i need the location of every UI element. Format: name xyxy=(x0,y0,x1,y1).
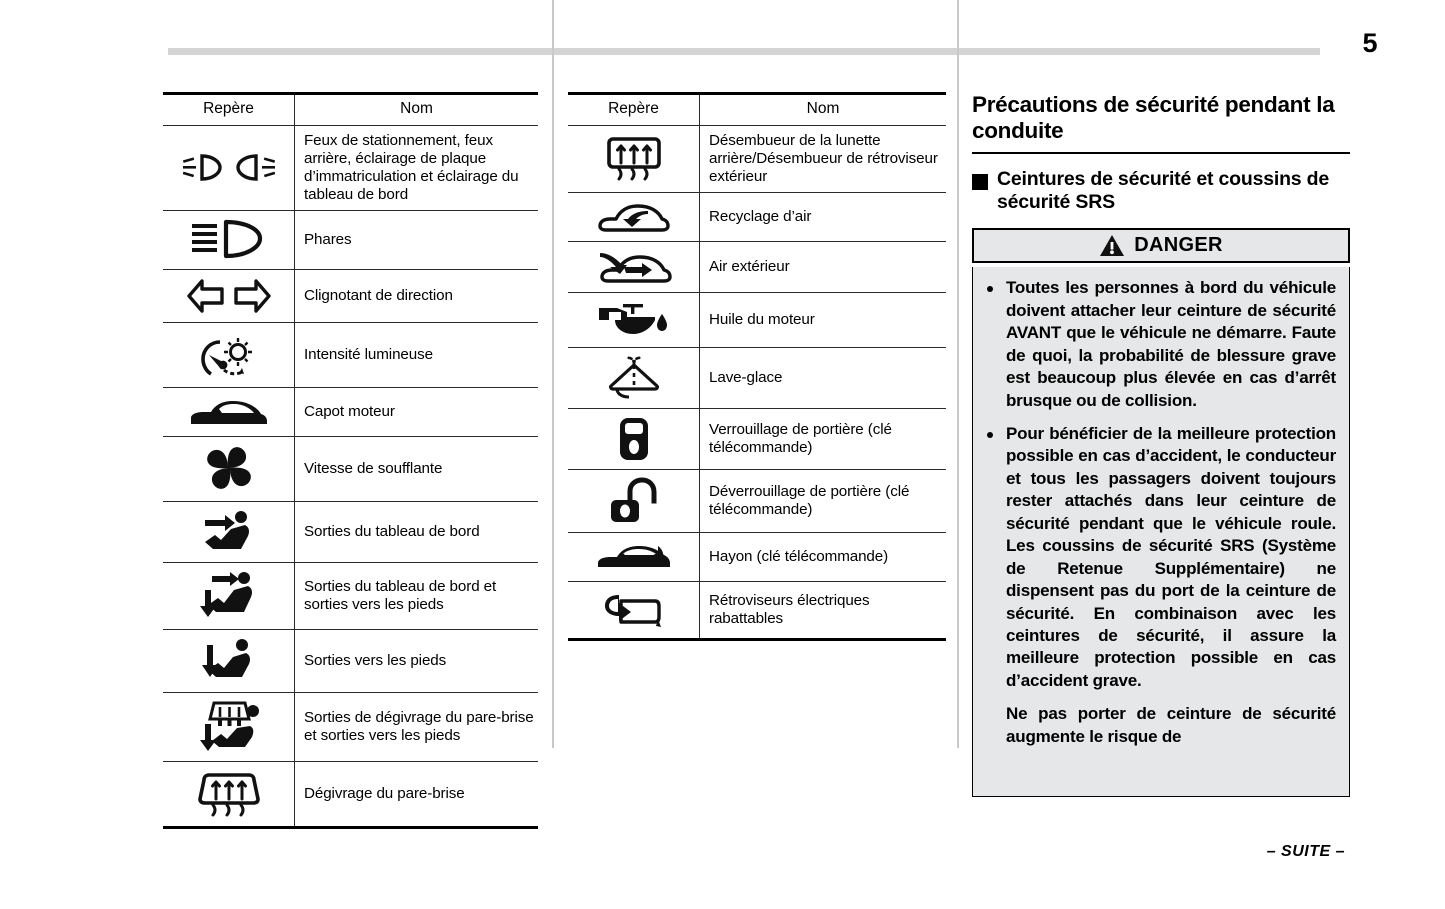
page-title: Précautions de sécurité pendant la conduite xyxy=(972,92,1335,144)
door-unlock-icon xyxy=(568,470,699,532)
folding-mirrors-icon xyxy=(568,582,699,638)
table-header-row xyxy=(163,94,538,126)
table-row xyxy=(163,501,538,562)
list-item: Toutes les personnes à bord du véhicule doivent attacher leur ceinture de sécurité AVANT que le véhicule ne démarre. Faute de quoi, la probabilité de blessure grave est beaucoup plus élevée en cas d’arrêt brusque ou de collision. xyxy=(983,277,1336,412)
table-row xyxy=(568,532,946,581)
symbol-cell xyxy=(163,436,295,501)
table-row xyxy=(163,269,538,322)
table-row xyxy=(163,761,538,827)
table-row xyxy=(163,322,538,387)
trunk-release-icon xyxy=(568,533,699,581)
symbol-cell xyxy=(568,241,700,292)
page-columns xyxy=(0,92,1445,862)
symbol-name: Feux de stationnement, feux arrière, éclairage de plaque d’immatriculation et éclairage du tableau de bord xyxy=(295,126,539,211)
air-recirculation-icon xyxy=(568,193,699,241)
headlights-icon xyxy=(163,211,294,269)
table-row xyxy=(568,126,946,193)
windshield-washer-icon xyxy=(568,348,699,408)
symbol-table-middle-container xyxy=(568,92,946,641)
symbol-name: Huile du moteur xyxy=(700,292,947,347)
windshield-defrost-icon xyxy=(163,762,294,826)
symbol-cell xyxy=(568,532,700,581)
danger-bullet-list xyxy=(983,277,1336,692)
title-divider xyxy=(972,152,1350,154)
symbol-name: Capot moteur xyxy=(295,387,539,436)
table-row xyxy=(163,126,538,211)
symbol-name: Sorties du tableau de bord xyxy=(295,501,539,562)
symbol-name: Rétroviseurs électriques rabattables xyxy=(700,581,947,639)
continued-footer: – SUITE – xyxy=(1266,843,1345,860)
symbol-cell xyxy=(568,408,700,469)
subsection-title: Ceintures de sécurité et coussins de sécurité SRS xyxy=(997,167,1330,214)
symbol-name: Hayon (clé télécommande) xyxy=(700,532,947,581)
symbol-cell xyxy=(568,292,700,347)
vent-dash-icon xyxy=(163,502,294,562)
table-row xyxy=(568,469,946,532)
symbol-name: Vitesse de soufflante xyxy=(295,436,539,501)
door-lock-icon xyxy=(568,409,699,469)
symbol-cell xyxy=(568,347,700,408)
symbol-cell xyxy=(163,269,295,322)
page-header xyxy=(0,0,1445,75)
symbol-cell xyxy=(568,469,700,532)
symbol-table-middle xyxy=(568,92,946,641)
symbol-cell xyxy=(163,501,295,562)
blower-fan-icon xyxy=(163,437,294,501)
engine-oil-icon xyxy=(568,293,699,347)
symbol-cell xyxy=(568,192,700,241)
fresh-air-icon xyxy=(568,242,699,292)
symbol-name: Sorties de dégivrage du pare-brise et sorties vers les pieds xyxy=(295,692,539,761)
header-rule xyxy=(168,48,1320,55)
vent-defrost-floor-icon xyxy=(163,693,294,761)
symbol-cell xyxy=(163,387,295,436)
safety-precautions-column xyxy=(972,92,1350,797)
symbol-cell xyxy=(568,126,700,193)
table-row xyxy=(568,192,946,241)
danger-label: DANGER xyxy=(1134,234,1223,257)
parking-lights-icon xyxy=(163,144,294,192)
table-row xyxy=(163,562,538,629)
table-row xyxy=(163,692,538,761)
column-header-nom: Nom xyxy=(295,94,539,126)
symbol-name: Recyclage d’air xyxy=(700,192,947,241)
vent-floor-icon xyxy=(163,630,294,692)
symbol-name: Lave-glace xyxy=(700,347,947,408)
symbol-name: Désembueur de la lunette arrière/Désembueur de rétroviseur extérieur xyxy=(700,126,947,193)
symbol-name: Dégivrage du pare-brise xyxy=(295,761,539,827)
illumination-dimmer-icon xyxy=(163,323,294,387)
turn-signal-icon xyxy=(163,270,294,322)
symbol-name: Déverrouillage de portière (clé télécommande) xyxy=(700,469,947,532)
table-row xyxy=(568,347,946,408)
symbol-name: Clignotant de direction xyxy=(295,269,539,322)
table-row xyxy=(568,241,946,292)
symbol-name: Phares xyxy=(295,210,539,269)
table-row xyxy=(568,292,946,347)
warning-triangle-icon xyxy=(1099,234,1125,257)
table-row xyxy=(568,581,946,639)
table-row xyxy=(568,408,946,469)
symbol-cell xyxy=(163,761,295,827)
danger-content xyxy=(972,267,1350,797)
symbol-name: Sorties vers les pieds xyxy=(295,629,539,692)
column-header-nom: Nom xyxy=(700,94,947,126)
symbol-cell xyxy=(163,692,295,761)
symbol-cell xyxy=(163,322,295,387)
symbol-cell xyxy=(163,210,295,269)
symbol-name: Air extérieur xyxy=(700,241,947,292)
rear-defogger-icon xyxy=(568,128,699,190)
symbol-table-left-container xyxy=(163,92,538,829)
page-number: 5 xyxy=(1362,28,1377,58)
symbol-table-left xyxy=(163,92,538,829)
danger-trailing-paragraph: Ne pas porter de ceinture de sécurité augmente le risque de xyxy=(1006,704,1336,746)
column-header-repere: Repère xyxy=(568,94,700,126)
danger-banner xyxy=(972,228,1350,263)
symbol-cell xyxy=(163,562,295,629)
symbol-name: Sorties du tableau de bord et sorties vers les pieds xyxy=(295,562,539,629)
square-bullet-icon xyxy=(972,174,988,190)
list-item: Pour bénéficier de la meilleure protection possible en cas d’accident, le conducteur et tous les passagers doivent toujours rester attachés dans leur ceinture de sécurité pendant que le véhicule roule. Les coussins de sécurité SRS (Système de Retenue Supplémentaire) ne dispensent pas du port de la ceinture de sécurité. En combinaison avec les ceintures de sécurité, il assure la meilleure protection possible en cas d’accident grave. xyxy=(983,423,1336,692)
vent-dash-floor-icon xyxy=(163,563,294,629)
column-header-repere: Repère xyxy=(163,94,295,126)
table-row xyxy=(163,436,538,501)
table-header-row xyxy=(568,94,946,126)
symbol-cell xyxy=(163,126,295,211)
symbol-name: Verrouillage de portière (clé télécommande) xyxy=(700,408,947,469)
engine-hood-icon xyxy=(163,388,294,436)
subsection-heading xyxy=(972,168,1350,215)
table-row xyxy=(163,210,538,269)
table-row xyxy=(163,387,538,436)
symbol-cell xyxy=(163,629,295,692)
symbol-name: Intensité lumineuse xyxy=(295,322,539,387)
table-row xyxy=(163,629,538,692)
symbol-cell xyxy=(568,581,700,639)
